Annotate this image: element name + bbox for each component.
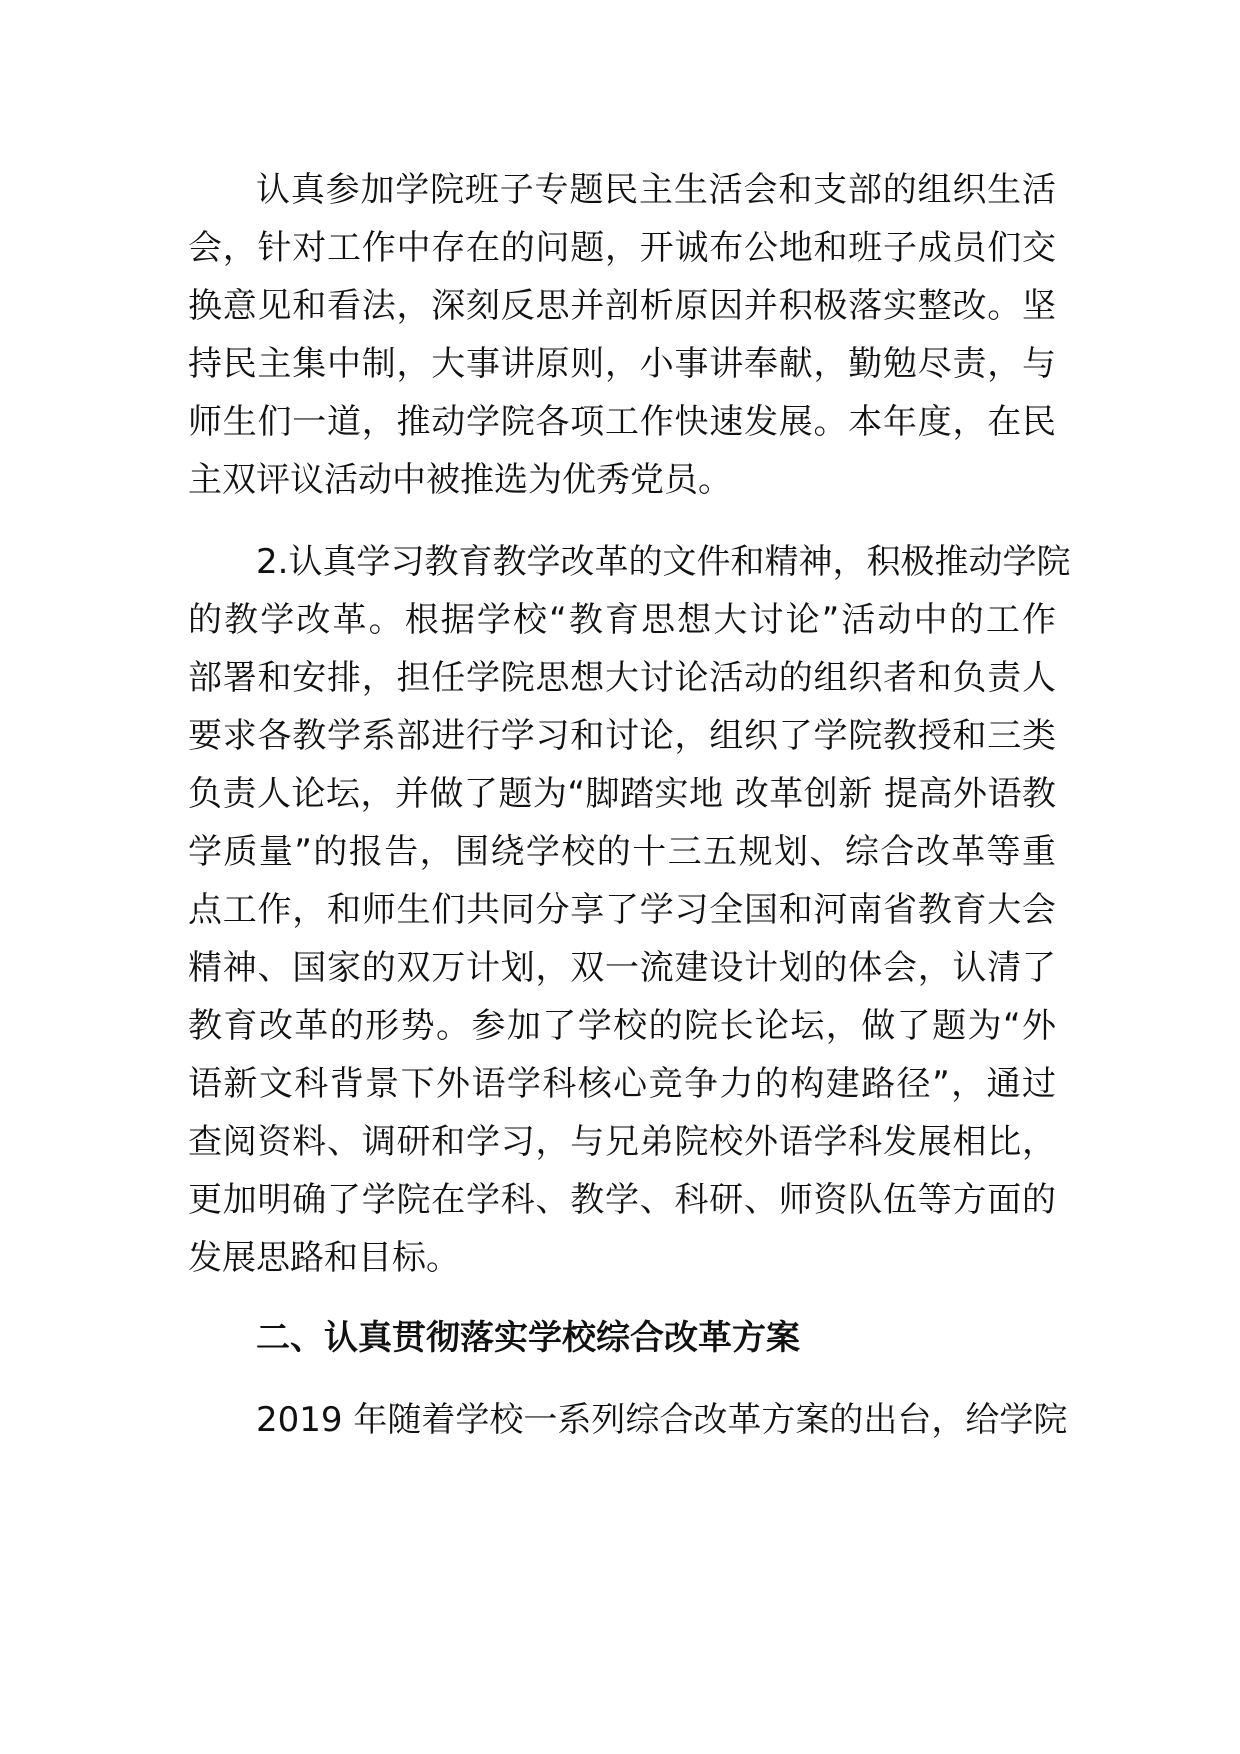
text-line: 换意见和看法，深刻反思并剖析原因并积极落实整改。坚 bbox=[188, 286, 1056, 326]
text-line: 查阅资料、调研和学习，与兄弟院校外语学科发展相比， bbox=[188, 1122, 1056, 1162]
text-line: 认真参加学院班子专题民主生活会和支部的组织生活 bbox=[256, 170, 1056, 210]
text-line: 更加明确了学院在学科、教学、科研、师资队伍等方面的 bbox=[188, 1180, 1056, 1220]
section-heading: 二、认真贯彻落实学校综合改革方案 bbox=[256, 1318, 800, 1358]
text-line: 持民主集中制，大事讲原则，小事讲奉献，勤勉尽责，与 bbox=[188, 344, 1056, 384]
text-line: 要求各教学系部进行学习和讨论，组织了学院教授和三类 bbox=[188, 716, 1056, 756]
text-line: 2.认真学习教育教学改革的文件和精神，积极推动学院 bbox=[256, 542, 1071, 582]
text-line: 学质量”的报告，围绕学校的十三五规划、综合改革等重 bbox=[188, 832, 1056, 872]
text-line: 主双评议活动中被推选为优秀党员。 bbox=[188, 460, 732, 500]
text-line: 教育改革的形势。参加了学校的院长论坛，做了题为“外 bbox=[188, 1006, 1056, 1046]
text-line: 师生们一道，推动学院各项工作快速发展。本年度，在民 bbox=[188, 402, 1056, 442]
text-line: 的教学改革。根据学校“教育思想大讨论”活动中的工作 bbox=[188, 600, 1056, 640]
text-line: 精神、国家的双万计划，双一流建设计划的体会，认清了 bbox=[188, 948, 1056, 988]
text-line: 点工作，和师生们共同分享了学习全国和河南省教育大会 bbox=[188, 890, 1056, 930]
text-line: 会，针对工作中存在的问题，开诚布公地和班子成员们交 bbox=[188, 228, 1056, 268]
text-line: 语新文科背景下外语学科核心竞争力的构建路径”，通过 bbox=[188, 1064, 1056, 1104]
text-line: 发展思路和目标。 bbox=[188, 1238, 460, 1278]
text-line: 负责人论坛，并做了题为“脚踏实地 改革创新 提高外语教 bbox=[188, 774, 1056, 814]
text-line: 部署和安排，担任学院思想大讨论活动的组织者和负责人 bbox=[188, 658, 1056, 698]
text-line: 2019 年随着学校一系列综合改革方案的出台，给学院 bbox=[256, 1400, 1068, 1440]
